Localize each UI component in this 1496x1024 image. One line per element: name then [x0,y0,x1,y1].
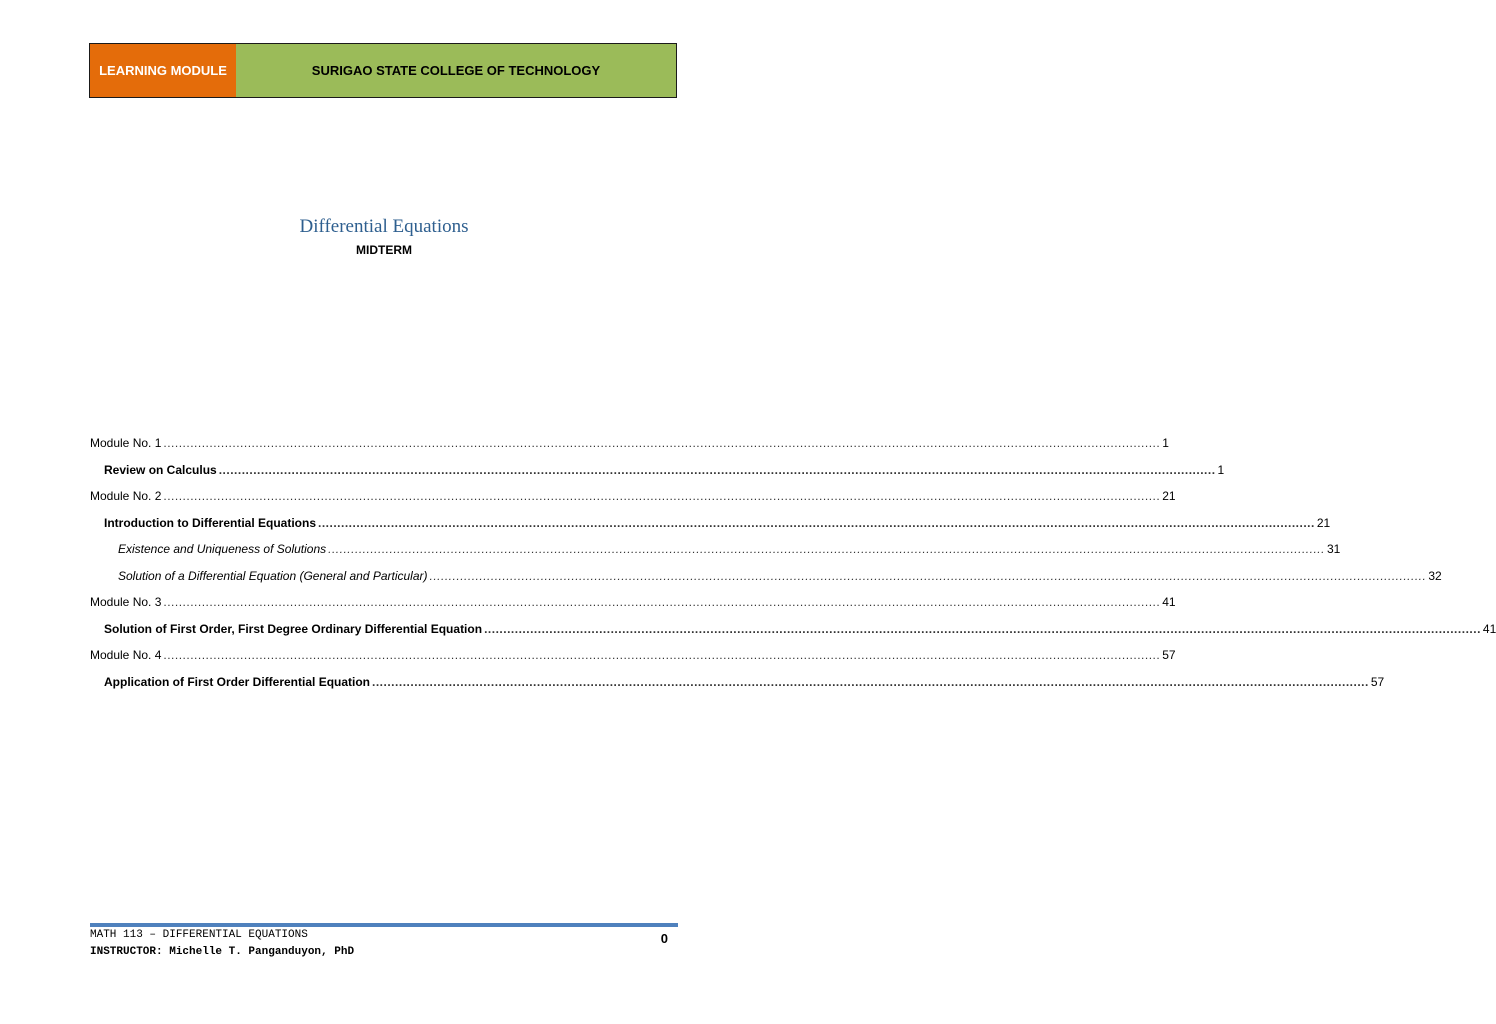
toc-entry-label: Module No. 1 [90,436,162,450]
toc-entry-label: Application of First Order Differential Equation [104,674,371,689]
toc-entry[interactable] [90,462,1225,490]
toc-entry-label: Review on Calculus [104,462,217,477]
toc-entry-label: Solution of a Differential Equation (General and Particular) [118,568,428,583]
toc-entry-label: Module No. 2 [90,489,162,503]
module-header-banner [89,43,677,98]
toc-entry-page: 41 [1162,595,1176,609]
toc-entry-page: 57 [1162,648,1176,662]
toc-entry-page: 1 [1162,436,1169,450]
toc-entry-label: Module No. 4 [90,648,162,662]
footer-instructor: INSTRUCTOR: Michelle T. Panganduyon, PhD [90,946,355,958]
toc-dot-leader: .................................................................................................................................................................................................................................................................... [318,515,1315,530]
table-of-contents [90,436,1496,701]
toc-entry[interactable] [90,621,1496,649]
toc-entry-page: 41 [1482,621,1496,636]
toc-dot-leader: .................................................................................................................................................................................................................................................................... [372,674,1369,689]
toc-entry[interactable] [90,542,1341,569]
toc-dot-leader: .................................................................................................................................................................................................................................................................... [218,462,1216,477]
footer-info [90,927,354,961]
document-subtitle: MIDTERM [356,243,412,257]
toc-entry-page: 21 [1316,515,1331,530]
toc-entry[interactable] [90,568,1442,596]
toc-entry-page: 21 [1162,489,1176,503]
document-title: Differential Equations [299,216,469,237]
college-name-label: SURIGAO STATE COLLEGE OF TECHNOLOGY [236,44,676,97]
toc-entry[interactable] [90,595,1176,622]
toc-entry[interactable] [90,436,1169,463]
toc-entry-page: 1 [1217,462,1225,477]
toc-entry-label: Existence and Uniqueness of Solutions [118,542,327,556]
toc-dot-leader: .................................................................................................................................................................................................................................................................... [484,621,1481,636]
toc-entry-label: Introduction to Differential Equations [104,515,316,530]
toc-entry[interactable] [90,515,1331,543]
toc-entry[interactable] [90,648,1176,675]
toc-entry-label: Module No. 3 [90,595,162,609]
toc-dot-leader: .................................................................................................................................................................................................................................................................... [163,436,1161,450]
toc-entry-label: Solution of First Order, First Degree Ordinary Differential Equation [104,621,483,636]
footer-page-number: 0 [660,931,668,946]
toc-entry[interactable] [90,674,1385,702]
toc-entry-page: 57 [1370,674,1385,689]
toc-entry-page: 32 [1428,568,1442,583]
toc-dot-leader: .................................................................................................................................................................................................................................................................... [429,568,1427,583]
toc-entry[interactable] [90,489,1176,516]
footer-course: MATH 113 – DIFFERENTIAL EQUATIONS [90,929,308,941]
learning-module-label: LEARNING MODULE [90,44,236,97]
toc-dot-leader: .................................................................................................................................................................................................................................................................... [328,542,1325,556]
toc-dot-leader: .................................................................................................................................................................................................................................................................... [163,595,1161,609]
toc-dot-leader: .................................................................................................................................................................................................................................................................... [163,648,1161,662]
toc-entry-page: 31 [1326,542,1341,556]
toc-dot-leader: .................................................................................................................................................................................................................................................................... [163,489,1161,503]
